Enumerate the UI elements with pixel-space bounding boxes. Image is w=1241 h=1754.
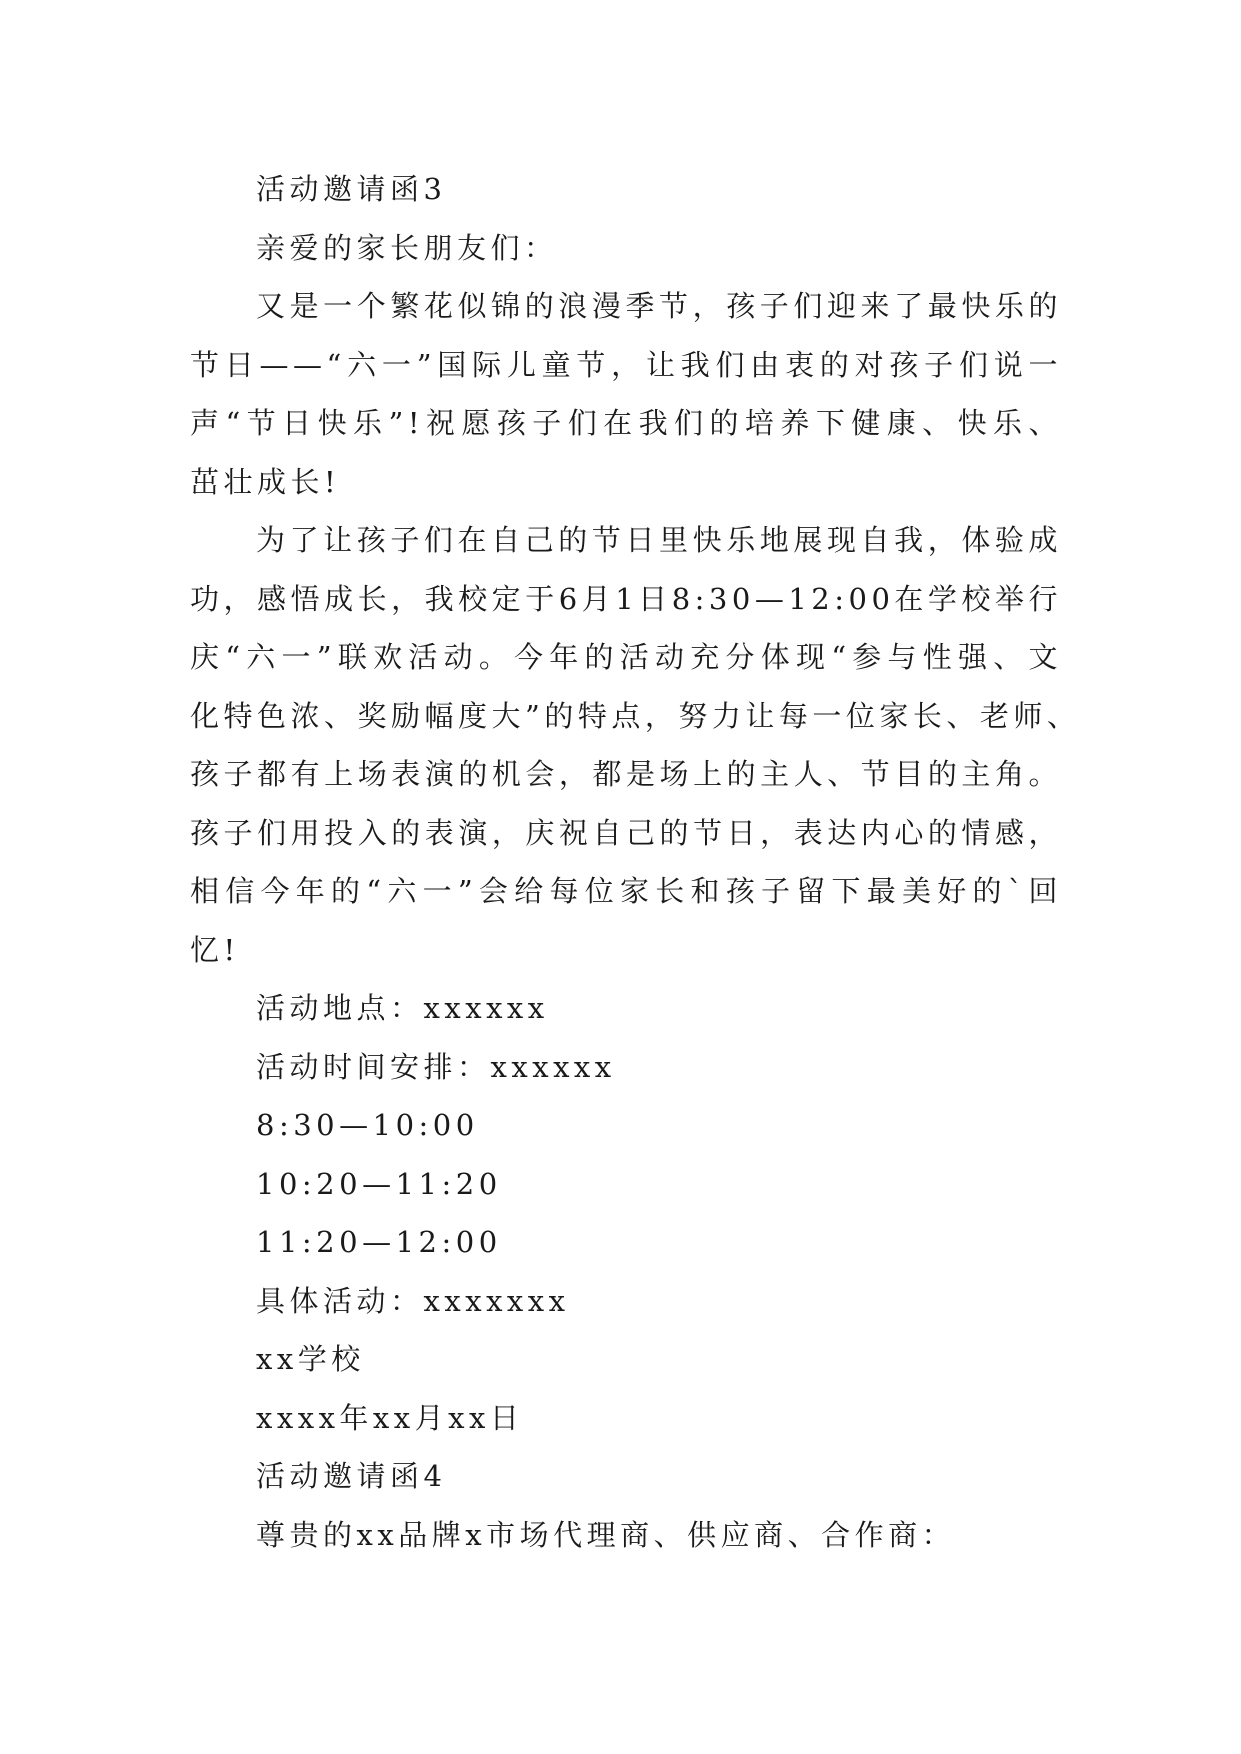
paragraph-line: 声“节日快乐”!祝愿孩子们在我们的培养下健康、快乐、 bbox=[190, 406, 1062, 440]
paragraph-line: 茁壮成长! bbox=[190, 464, 341, 499]
paragraph-line: 又是一个繁花似锦的浪漫季节，孩子们迎来了最快乐的 bbox=[256, 289, 1062, 323]
signature-date: xxxx年xx月xx日 bbox=[256, 1400, 524, 1435]
event-activities: 具体活动：xxxxxxx bbox=[256, 1283, 570, 1318]
school-signature: xx学校 bbox=[256, 1342, 365, 1376]
schedule-label: 活动时间安排：xxxxxx bbox=[256, 1049, 616, 1084]
paragraph-line: 为了让孩子们在自己的节日里快乐地展现自我，体验成 bbox=[256, 523, 1062, 557]
paragraph-line: 相信今年的“六一”会给每位家长和孩子留下最美好的`回 bbox=[190, 874, 1062, 908]
schedule-slot: 11:20—12:00 bbox=[256, 1225, 502, 1259]
paragraph-line: 孩子们用投入的表演，庆祝自己的节日，表达内心的情感， bbox=[190, 815, 1062, 850]
paragraph-holiday-greeting bbox=[190, 277, 1062, 511]
invite3-salutation: 亲爱的家长朋友们： bbox=[256, 230, 558, 265]
invite4-salutation: 尊贵的xx品牌x市场代理商、供应商、合作商： bbox=[256, 1517, 956, 1552]
paragraph-line: 功，感悟成长，我校定于6月1日8:30—12:00在学校举行 bbox=[190, 581, 1062, 616]
event-location: 活动地点：xxxxxx bbox=[256, 991, 549, 1025]
invite4-title: 活动邀请函4 bbox=[256, 1459, 447, 1493]
paragraph-line: 孩子都有上场表演的机会，都是场上的主人、节目的主角。 bbox=[190, 757, 1062, 791]
paragraph-line: 节日——“六一”国际儿童节，让我们由衷的对孩子们说一 bbox=[190, 347, 1062, 382]
schedule-slot: 8:30—10:00 bbox=[256, 1108, 479, 1142]
paragraph-line: 化特色浓、奖励幅度大”的特点，努力让每一位家长、老师、 bbox=[190, 698, 1081, 733]
paragraph-line: 忆! bbox=[190, 932, 240, 967]
paragraph-line: 庆“六一”联欢活动。今年的活动充分体现“参与性强、文 bbox=[190, 640, 1062, 674]
invite3-title: 活动邀请函3 bbox=[256, 172, 447, 206]
schedule-slot: 10:20—11:20 bbox=[256, 1166, 502, 1201]
paragraph-event-description bbox=[190, 511, 1081, 979]
document-body bbox=[190, 160, 1081, 1564]
